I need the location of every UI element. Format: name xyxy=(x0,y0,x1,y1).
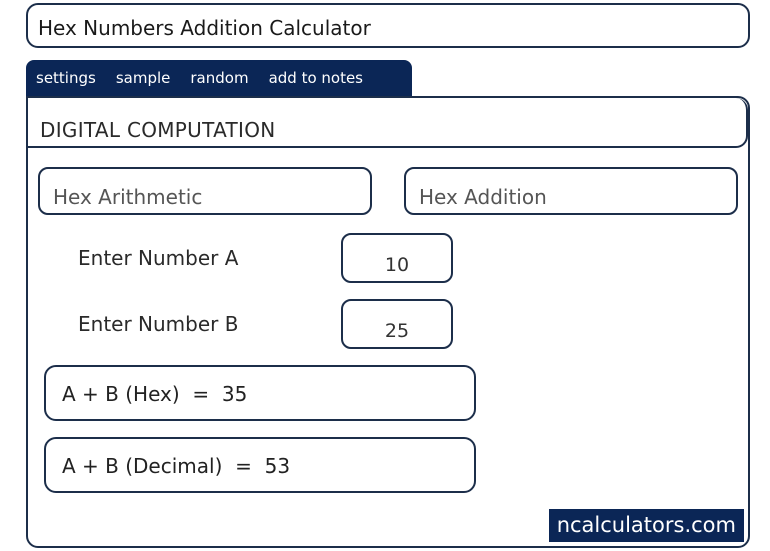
result-hex-label: A + B (Hex) xyxy=(62,382,180,406)
number-b-label: Enter Number B xyxy=(78,312,239,336)
result-decimal-equals: = xyxy=(235,454,252,478)
result-hex-equals: = xyxy=(192,382,210,406)
brand-logo[interactable]: ncalculators.com xyxy=(549,509,744,542)
section-header xyxy=(28,98,748,148)
result-decimal-box xyxy=(44,437,476,493)
number-a-input[interactable] xyxy=(341,233,453,283)
section-title: DIGITAL COMPUTATION xyxy=(40,118,276,142)
toolbar-tabs xyxy=(26,60,412,96)
tab-random[interactable]: random xyxy=(190,69,249,87)
result-decimal-text xyxy=(62,454,290,478)
category-label: Hex Arithmetic xyxy=(53,185,203,209)
number-b-input[interactable] xyxy=(341,299,453,349)
page-title: Hex Numbers Addition Calculator xyxy=(38,16,371,40)
category-label: Hex Addition xyxy=(419,185,547,209)
result-hex-box xyxy=(44,365,476,421)
result-hex-text xyxy=(62,382,247,406)
calculator-panel xyxy=(26,96,750,548)
category-hex-addition[interactable] xyxy=(404,167,738,215)
calculator-title-box xyxy=(26,3,750,48)
result-hex-value: 35 xyxy=(221,382,248,406)
tab-add-to-notes[interactable]: add to notes xyxy=(268,69,364,87)
result-decimal-value: 53 xyxy=(264,454,291,478)
number-a-label: Enter Number A xyxy=(78,246,239,270)
result-decimal-label: A + B (Decimal) xyxy=(62,454,223,478)
tab-settings[interactable]: settings xyxy=(36,69,96,87)
tab-sample[interactable]: sample xyxy=(115,69,171,87)
category-hex-arithmetic[interactable] xyxy=(38,167,372,215)
